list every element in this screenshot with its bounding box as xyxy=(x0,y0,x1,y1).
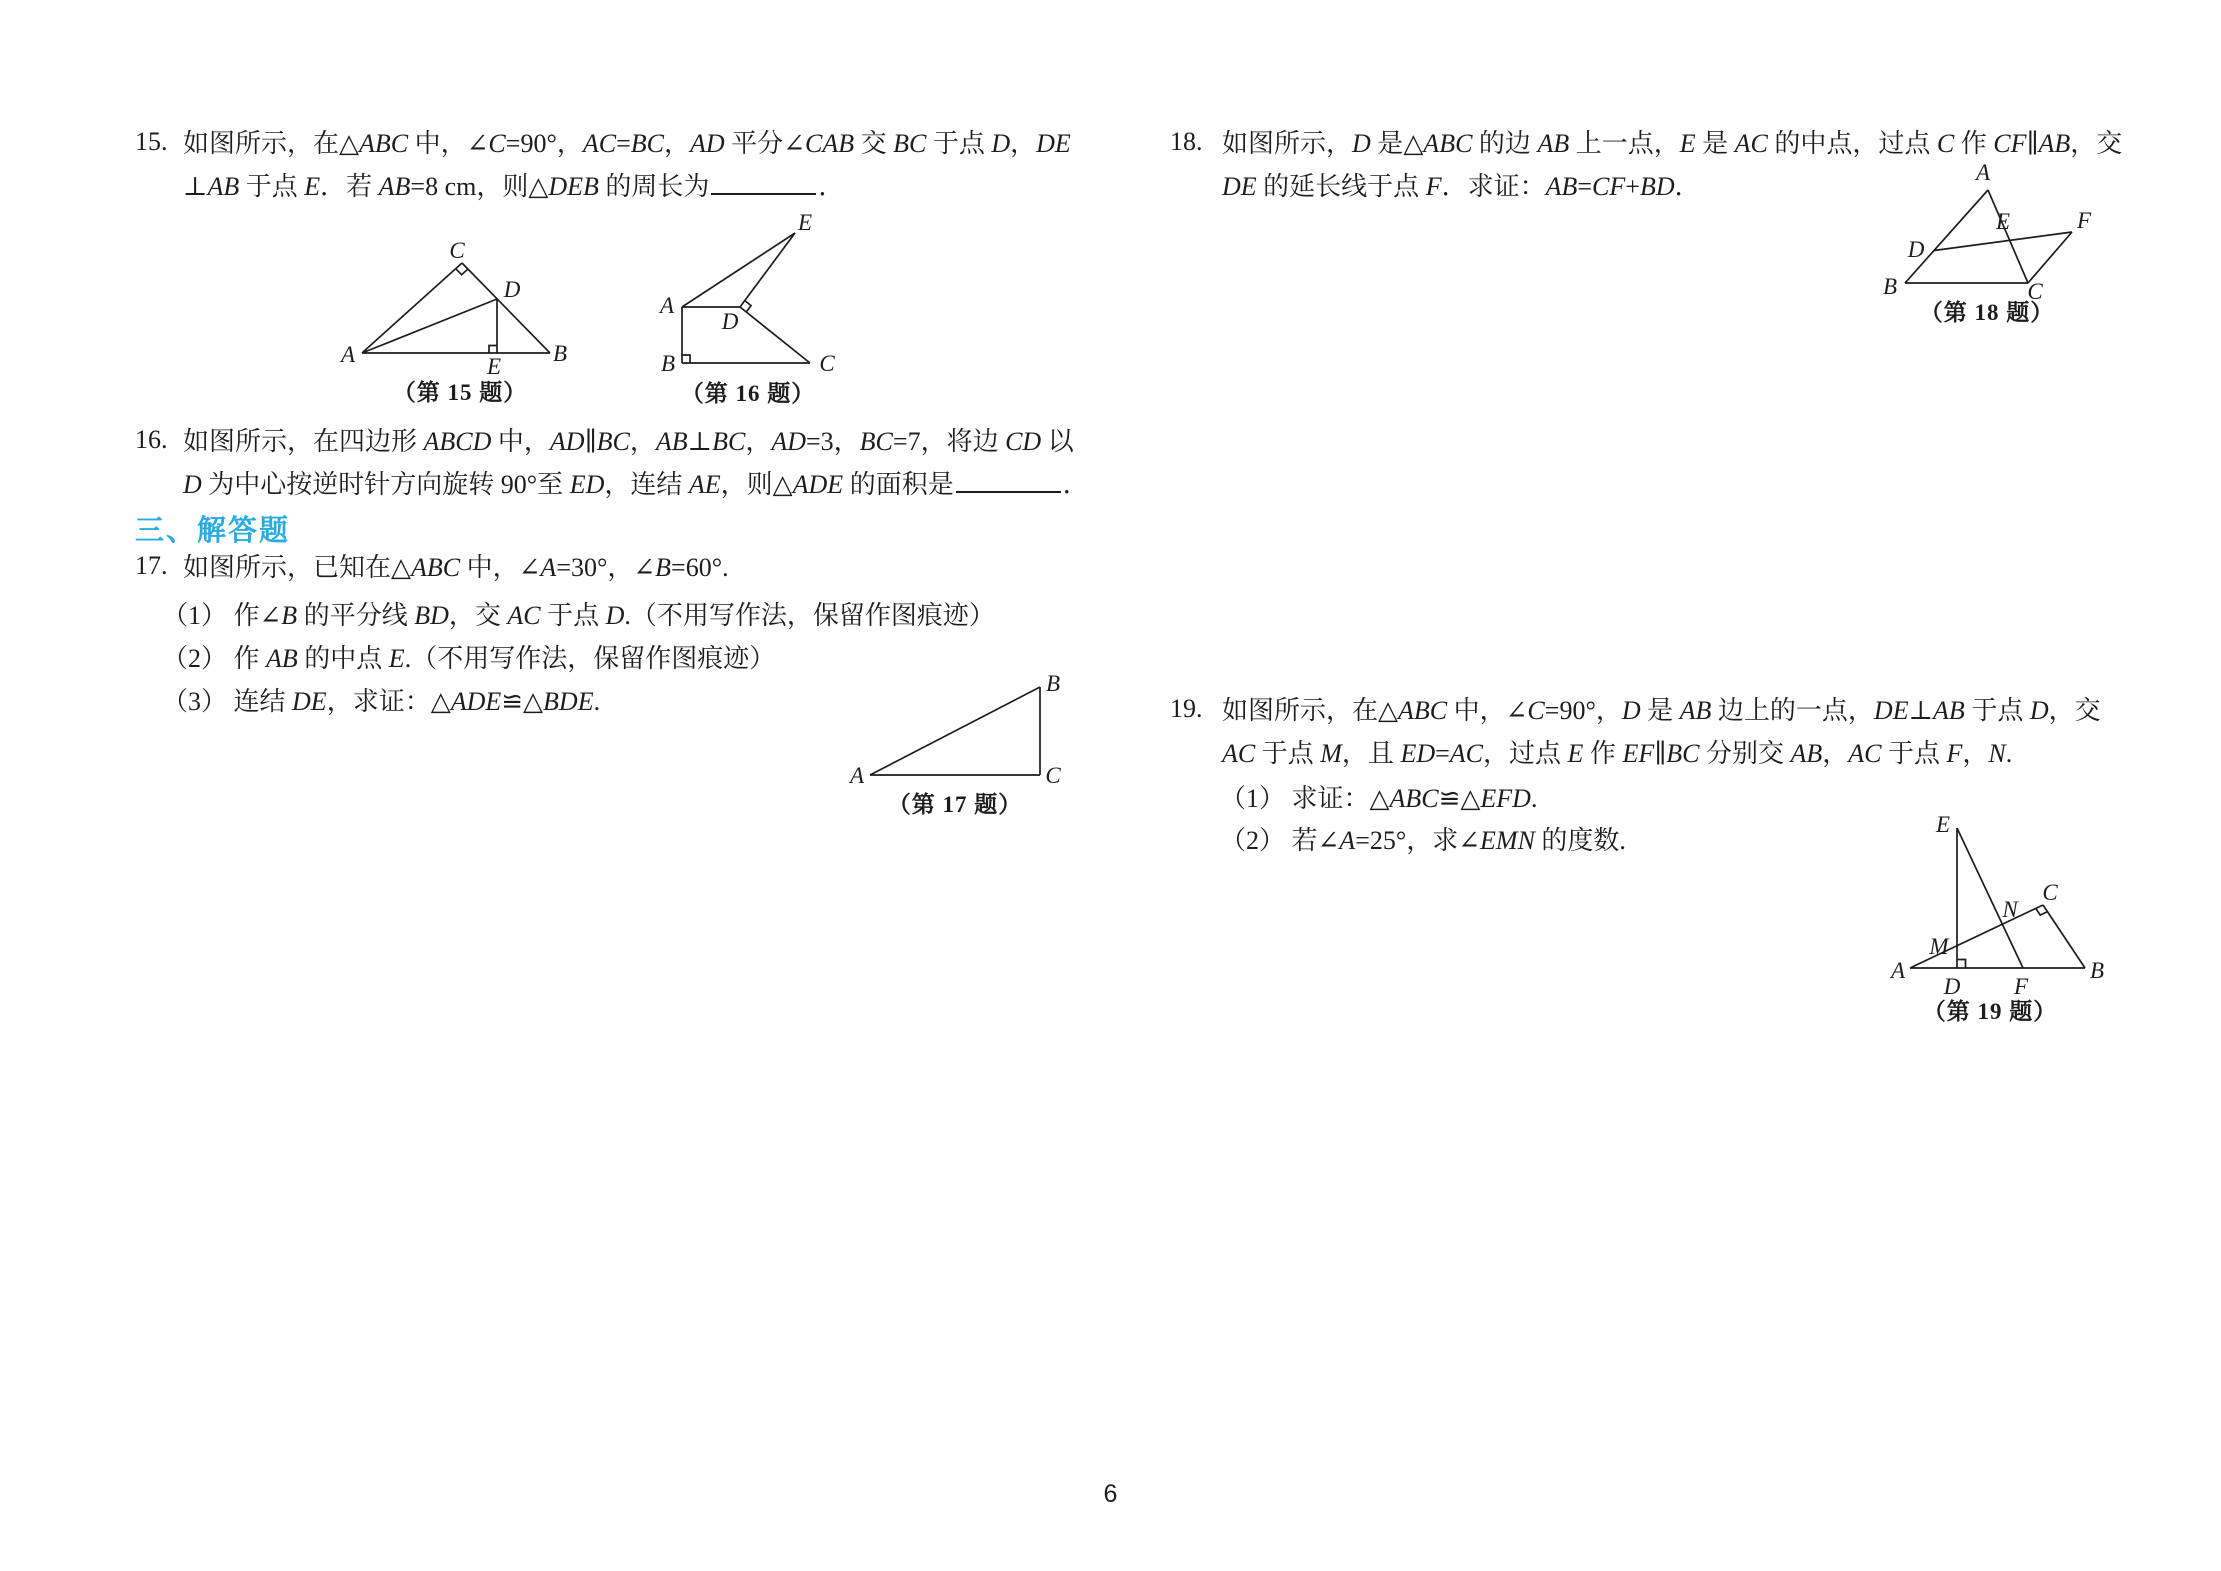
problem-17-item-1: （1） 作∠B 的平分线 BD，交 AC 于点 D.（不用写作法，保留作图痕迹） xyxy=(162,601,995,630)
figure-16-lines xyxy=(682,233,810,363)
figure-19-vertex-N: N xyxy=(2002,897,2018,922)
figure-15-vertex-E: E xyxy=(486,354,502,379)
problem-19-item-1: （1） 求证：△ABC≌△EFD. xyxy=(1220,784,1538,813)
figure-18-vertex-A: A xyxy=(1975,160,1991,185)
figure-15-triangle-lines xyxy=(362,263,550,353)
problem-18-line-2: DE 的延长线于点 F．求证：AB=CF+BD． xyxy=(1222,172,1701,201)
problem-15-number: 15. xyxy=(135,127,168,156)
problem-18-line-1: 如图所示，D 是△ABC 的边 AB 上一点，E 是 AC 的中点，过点 C 作 CF∥AB，交 xyxy=(1222,129,2123,158)
figure-18-lines xyxy=(1905,190,2072,283)
figure-16 xyxy=(630,205,860,415)
figure-19 xyxy=(1860,808,2120,1033)
problem-19-number: 19. xyxy=(1170,694,1203,723)
figure-17-vertex-B: B xyxy=(1045,671,1061,696)
figure-15 xyxy=(335,240,595,415)
section-3-header: 三、解答题 xyxy=(135,515,291,547)
figure-15-vertex-C: C xyxy=(449,238,465,263)
problem-17-item-2: （2） 作 AB 的中点 E.（不用写作法，保留作图痕迹） xyxy=(162,644,776,673)
figure-19-vertex-A: A xyxy=(1890,958,1906,983)
problem-15-line-1: 如图所示，在△ABC 中，∠C=90°，AC=BC，AD 平分∠CAB 交 BC 于点 D，DE xyxy=(183,129,1071,158)
problem-19-line-2: AC 于点 M，且 ED=AC，过点 E 作 EF∥BC 分别交 AB，AC 于点 F，N. xyxy=(1222,739,2013,768)
figure-17-vertex-A: A xyxy=(849,763,865,788)
figure-18-caption: （第 18 题） xyxy=(1919,300,2055,325)
figure-17-caption: （第 17 题） xyxy=(887,792,1023,817)
figure-17 xyxy=(850,665,1080,825)
figure-15-vertex-D: D xyxy=(503,277,521,302)
figure-16-vertex-B: B xyxy=(660,351,676,376)
figure-19-vertex-D: D xyxy=(1943,974,1961,999)
problem-19-line-1: 如图所示，在△ABC 中，∠C=90°，D 是 AB 边上的一点，DE⊥AB 于点 D，交 xyxy=(1222,696,2101,725)
figure-19-vertex-M: M xyxy=(1929,934,1949,959)
figure-15-vertex-B: B xyxy=(552,341,568,366)
problem-18-number: 18. xyxy=(1170,127,1203,156)
problem-16-number: 16. xyxy=(135,425,168,454)
figure-18-vertex-B: B xyxy=(1882,274,1898,299)
problem-19-item-2: （2） 若∠A=25°，求∠EMN 的度数. xyxy=(1220,826,1626,855)
figure-17-triangle-lines xyxy=(870,687,1040,775)
figure-16-caption: （第 16 题） xyxy=(680,381,816,406)
figure-18-vertex-F: F xyxy=(2076,208,2092,233)
page-number: 6 xyxy=(1103,1480,1118,1508)
figure-19-vertex-F: F xyxy=(2013,974,2029,999)
figure-17-vertex-C: C xyxy=(1045,763,1061,788)
figure-16-right-angle-marks xyxy=(682,301,751,363)
figure-18-vertex-E: E xyxy=(1995,209,2011,234)
figure-18-vertex-D: D xyxy=(1907,237,1925,262)
problem-17-number: 17. xyxy=(135,551,168,580)
figure-19-vertex-C: C xyxy=(2042,880,2058,905)
figure-19-vertex-B: B xyxy=(2089,958,2105,983)
figure-16-vertex-D: D xyxy=(721,309,739,334)
figure-15-right-angle-marks xyxy=(456,269,497,353)
figure-16-vertex-C: C xyxy=(819,351,835,376)
figure-16-vertex-A: A xyxy=(659,293,675,318)
figure-18-vertex-C: C xyxy=(2027,279,2043,304)
problem-15-line-2: ⊥AB 于点 E．若 AB=8 cm，则△DEB 的周长为 ． xyxy=(183,172,845,201)
figure-15-caption: （第 15 题） xyxy=(392,380,528,405)
figure-19-caption: （第 19 题） xyxy=(1922,999,2058,1024)
figure-19-vertex-E: E xyxy=(1935,812,1951,837)
figure-15-vertex-A: A xyxy=(340,342,356,367)
figure-16-vertex-E: E xyxy=(797,210,813,235)
figure-18 xyxy=(1860,162,2150,332)
problem-17-item-3: （3） 连结 DE，求证：△ADE≌△BDE. xyxy=(162,687,601,716)
problem-16-line-2: D 为中心按逆时针方向旋转 90°至 ED，连结 AE，则△ADE 的面积是 ． xyxy=(183,470,1089,499)
problem-16-line-1: 如图所示，在四边形 ABCD 中，AD∥BC，AB⊥BC，AD=3，BC=7，将边 CD 以 xyxy=(183,427,1074,456)
problem-17-intro: 如图所示，已知在△ABC 中，∠A=30°，∠B=60°. xyxy=(183,553,729,582)
